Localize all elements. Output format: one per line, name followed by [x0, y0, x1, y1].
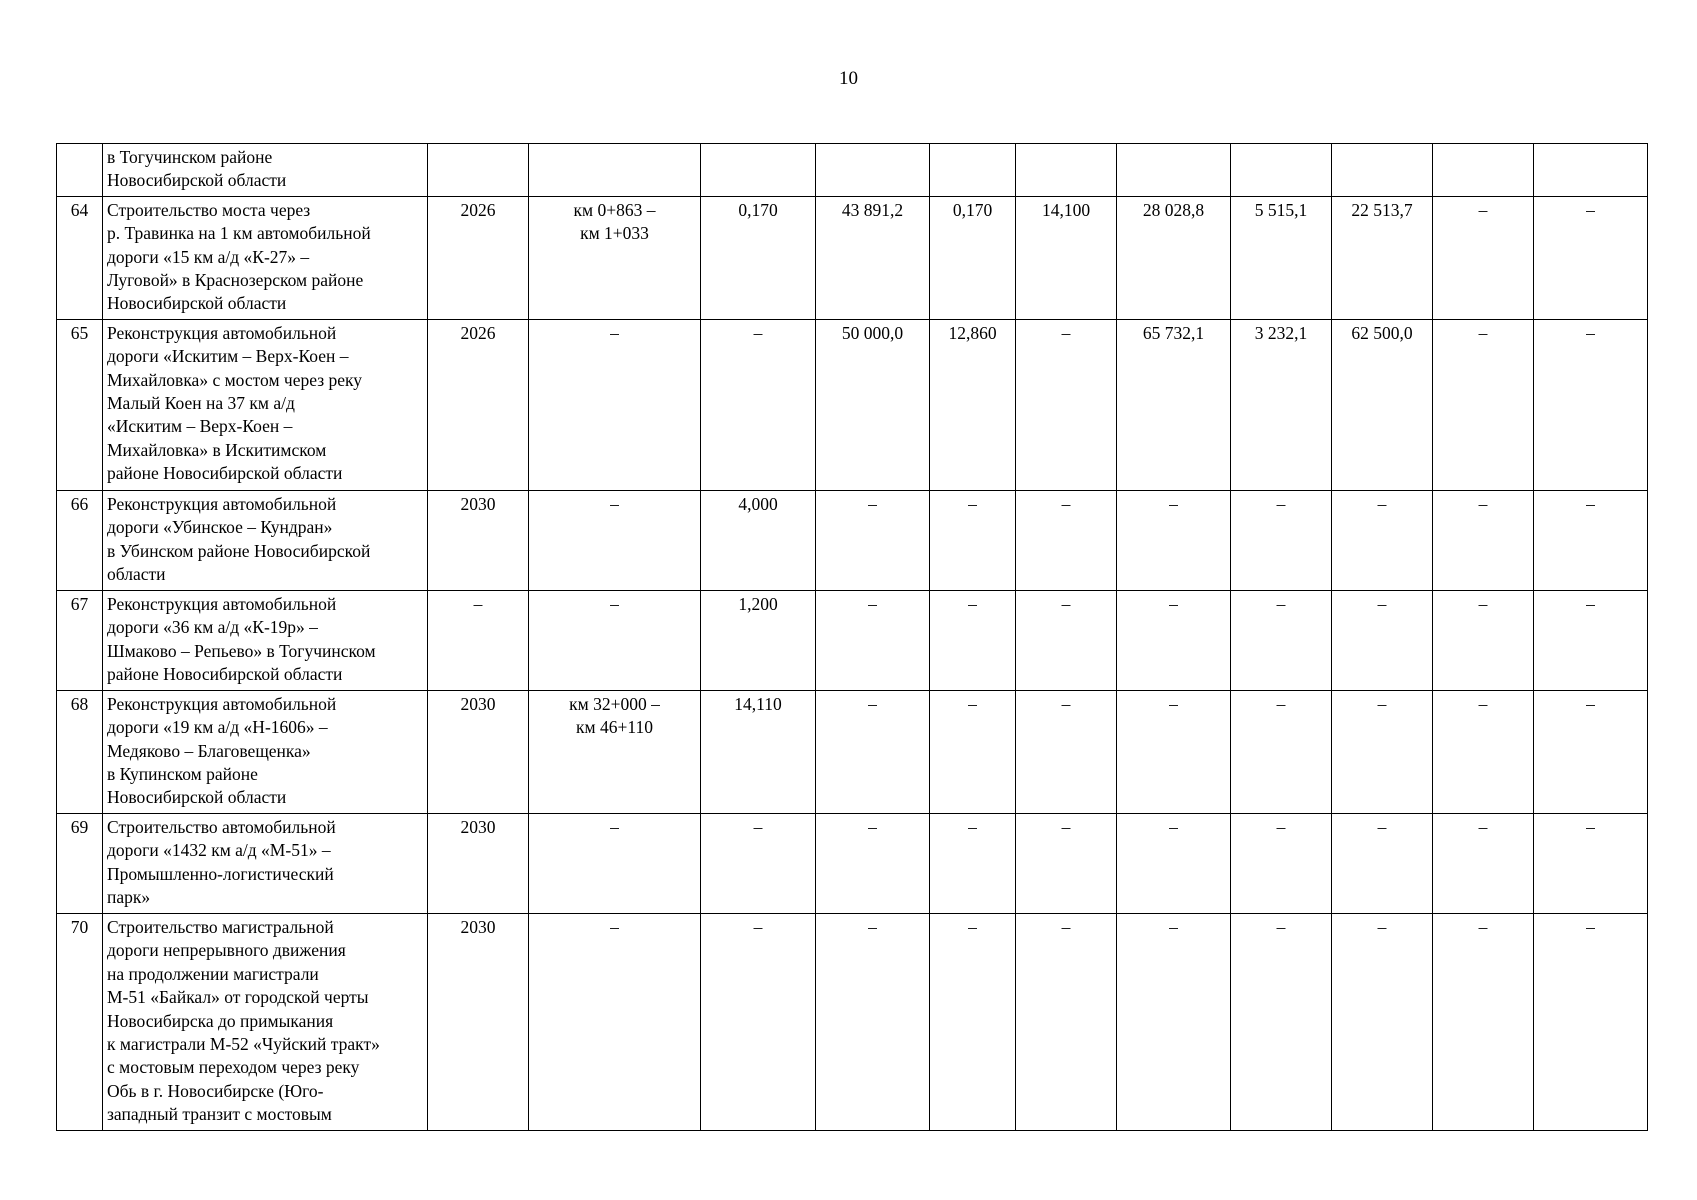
- value-cell: –: [1231, 690, 1332, 813]
- section-cell: [529, 913, 701, 1130]
- value-cell: –: [816, 913, 930, 1130]
- table-row: [57, 913, 1648, 1130]
- value-cell: –: [1231, 913, 1332, 1130]
- year-cell: 2030: [428, 690, 529, 813]
- value-cell: –: [816, 813, 930, 913]
- row-number-cell: 70: [57, 913, 103, 1130]
- section-cell-line: –: [610, 916, 619, 937]
- object-name-cell-line: в Купинском районе: [107, 764, 258, 785]
- value-cell: –: [1433, 490, 1534, 590]
- value-cell: –: [930, 813, 1016, 913]
- value-cell: –: [816, 590, 930, 690]
- row-number-cell: 67: [57, 590, 103, 690]
- table-row: [57, 813, 1648, 913]
- section-cell: [529, 144, 701, 197]
- year-cell: 2030: [428, 913, 529, 1130]
- value-cell: –: [1332, 490, 1433, 590]
- value-cell: –: [1117, 813, 1231, 913]
- value-cell: 14,100: [1016, 196, 1117, 319]
- object-name-cell-line: Строительство магистральной: [107, 916, 334, 937]
- object-name-cell-line: Медяково – Благовещенка»: [107, 740, 311, 761]
- object-name-cell: [103, 913, 428, 1130]
- table-body: [57, 144, 1648, 1131]
- object-name-cell-line: в Тогучинском районе: [107, 147, 273, 167]
- value-cell: –: [930, 690, 1016, 813]
- value-cell: 43 891,2: [816, 196, 930, 319]
- row-number-cell: [57, 144, 103, 197]
- object-name-cell-line: дороги непрерывного движения: [107, 940, 346, 961]
- value-cell: –: [1534, 196, 1648, 319]
- object-name-cell-line: дороги «Искитим – Верх-Коен –: [107, 346, 349, 367]
- object-name-cell-line: районе Новосибирской области: [107, 664, 343, 685]
- value-cell: –: [1231, 813, 1332, 913]
- value-cell: –: [1433, 196, 1534, 319]
- object-name-cell-line: Новосибирской области: [107, 787, 287, 808]
- section-cell-line: км 32+000 –: [569, 693, 660, 714]
- object-name-cell-line: Обь в г. Новосибирске (Юго-: [107, 1080, 324, 1101]
- length-cell: –: [701, 813, 816, 913]
- table-row: [57, 196, 1648, 319]
- value-cell: 3 232,1: [1231, 319, 1332, 490]
- length-cell: 0,170: [701, 196, 816, 319]
- value-cell: –: [1534, 590, 1648, 690]
- value-cell: –: [1332, 690, 1433, 813]
- length-cell: –: [701, 319, 816, 490]
- value-cell: –: [1332, 813, 1433, 913]
- section-cell-line: –: [610, 816, 619, 837]
- value-cell: [1117, 144, 1231, 197]
- table-row: [57, 490, 1648, 590]
- value-cell: –: [1117, 490, 1231, 590]
- object-name-cell: [103, 196, 428, 319]
- value-cell: –: [1534, 690, 1648, 813]
- object-name-cell-line: на продолжении магистрали: [107, 963, 319, 984]
- row-number-cell: 68: [57, 690, 103, 813]
- value-cell: –: [1016, 690, 1117, 813]
- road-objects-table: [56, 143, 1648, 1131]
- table-row: [57, 590, 1648, 690]
- value-cell: 5 515,1: [1231, 196, 1332, 319]
- object-name-cell-line: «Искитим – Верх-Коен –: [107, 416, 293, 437]
- value-cell: –: [1016, 913, 1117, 1130]
- value-cell: –: [1534, 813, 1648, 913]
- object-name-cell: [103, 490, 428, 590]
- value-cell: –: [1534, 490, 1648, 590]
- object-name-cell: [103, 690, 428, 813]
- section-cell-line: –: [610, 593, 619, 614]
- section-cell: [529, 813, 701, 913]
- section-cell: [529, 690, 701, 813]
- object-name-cell-line: дороги «1432 км а/д «М-51» –: [107, 840, 331, 861]
- object-name-cell-line: р. Травинка на 1 км автомобильной: [107, 223, 371, 244]
- object-name-cell: [103, 319, 428, 490]
- object-name-cell-line: дороги «36 км а/д «К-19р» –: [107, 617, 318, 638]
- object-name-cell-line: районе Новосибирской области: [107, 463, 343, 484]
- object-name-cell-line: Новосибирской области: [107, 293, 287, 314]
- value-cell: –: [1332, 590, 1433, 690]
- value-cell: –: [1016, 813, 1117, 913]
- value-cell: –: [1534, 913, 1648, 1130]
- table-row: [57, 144, 1648, 197]
- object-name-cell-line: Строительство моста через: [107, 199, 311, 220]
- object-name-cell-line: дороги «Убинское – Кундран»: [107, 517, 333, 538]
- length-cell: –: [701, 913, 816, 1130]
- value-cell: –: [1117, 590, 1231, 690]
- object-name-cell-line: Реконструкция автомобильной: [107, 593, 337, 614]
- value-cell: –: [1332, 913, 1433, 1130]
- value-cell: [1433, 144, 1534, 197]
- value-cell: 0,170: [930, 196, 1016, 319]
- value-cell: [930, 144, 1016, 197]
- value-cell: –: [1534, 319, 1648, 490]
- object-name-cell-line: Реконструкция автомобильной: [107, 493, 337, 514]
- value-cell: 65 732,1: [1117, 319, 1231, 490]
- object-name-cell-line: Михайловка» в Искитимском: [107, 439, 327, 460]
- value-cell: [1332, 144, 1433, 197]
- object-name-cell: [103, 144, 428, 197]
- year-cell: [428, 144, 529, 197]
- object-name-cell: [103, 813, 428, 913]
- value-cell: 62 500,0: [1332, 319, 1433, 490]
- value-cell: –: [930, 590, 1016, 690]
- object-name-cell-line: Луговой» в Краснозерском районе: [107, 270, 364, 291]
- year-cell: 2030: [428, 813, 529, 913]
- object-name-cell-line: области: [107, 564, 166, 585]
- object-name-cell-line: М-51 «Байкал» от городской черты: [107, 987, 369, 1008]
- object-name-cell-line: Михайловка» с мостом через реку: [107, 369, 363, 390]
- object-name-cell-line: парк»: [107, 887, 151, 908]
- object-name-cell-line: Реконструкция автомобильной: [107, 693, 337, 714]
- object-name-cell-line: дороги «19 км а/д «Н-1606» –: [107, 717, 328, 738]
- object-name-cell-line: Малый Коен на 37 км а/д: [107, 393, 295, 414]
- year-cell: 2030: [428, 490, 529, 590]
- value-cell: –: [1433, 319, 1534, 490]
- length-cell: 14,110: [701, 690, 816, 813]
- length-cell: 4,000: [701, 490, 816, 590]
- value-cell: [1016, 144, 1117, 197]
- value-cell: [1231, 144, 1332, 197]
- object-name-cell-line: дороги «15 км а/д «К-27» –: [107, 246, 310, 267]
- value-cell: –: [1117, 690, 1231, 813]
- object-name-cell-line: западный транзит с мостовым: [107, 1104, 332, 1125]
- object-name-cell-line: Новосибирска до примыкания: [107, 1010, 334, 1031]
- value-cell: 22 513,7: [1332, 196, 1433, 319]
- value-cell: –: [816, 490, 930, 590]
- section-cell: [529, 490, 701, 590]
- value-cell: 50 000,0: [816, 319, 930, 490]
- object-name-cell-line: Промышленно-логистический: [107, 863, 334, 884]
- object-name-cell-line: с мостовым переходом через реку: [107, 1057, 360, 1078]
- value-cell: [816, 144, 930, 197]
- year-cell: 2026: [428, 319, 529, 490]
- value-cell: 12,860: [930, 319, 1016, 490]
- value-cell: –: [1433, 813, 1534, 913]
- value-cell: –: [1231, 490, 1332, 590]
- section-cell: [529, 319, 701, 490]
- length-cell: [701, 144, 816, 197]
- section-cell: [529, 590, 701, 690]
- section-cell-line: км 1+033: [580, 223, 649, 244]
- value-cell: –: [1016, 319, 1117, 490]
- object-name-cell-line: в Убинском районе Новосибирской: [107, 540, 371, 561]
- row-number-cell: 65: [57, 319, 103, 490]
- section-cell-line: –: [610, 322, 619, 343]
- object-name-cell-line: Реконструкция автомобильной: [107, 322, 337, 343]
- object-name-cell-line: к магистрали М-52 «Чуйский тракт»: [107, 1033, 380, 1054]
- value-cell: –: [1016, 490, 1117, 590]
- length-cell: 1,200: [701, 590, 816, 690]
- value-cell: –: [1117, 913, 1231, 1130]
- section-cell-line: км 46+110: [576, 717, 653, 738]
- value-cell: –: [1016, 590, 1117, 690]
- section-cell: [529, 196, 701, 319]
- value-cell: –: [1433, 690, 1534, 813]
- object-name-cell-line: Новосибирской области: [107, 170, 287, 191]
- year-cell: 2026: [428, 196, 529, 319]
- value-cell: –: [1433, 590, 1534, 690]
- row-number-cell: 66: [57, 490, 103, 590]
- table-row: [57, 319, 1648, 490]
- page-number: 10: [839, 68, 858, 89]
- value-cell: –: [930, 490, 1016, 590]
- value-cell: 28 028,8: [1117, 196, 1231, 319]
- value-cell: –: [1231, 590, 1332, 690]
- section-cell-line: –: [610, 493, 619, 514]
- value-cell: –: [816, 690, 930, 813]
- row-number-cell: 69: [57, 813, 103, 913]
- table-row: [57, 690, 1648, 813]
- value-cell: [1534, 144, 1648, 197]
- value-cell: –: [1433, 913, 1534, 1130]
- object-name-cell-line: Строительство автомобильной: [107, 816, 336, 837]
- value-cell: –: [930, 913, 1016, 1130]
- section-cell-line: км 0+863 –: [573, 199, 656, 220]
- row-number-cell: 64: [57, 196, 103, 319]
- object-name-cell-line: Шмаково – Репьево» в Тогучинском: [107, 640, 376, 661]
- object-name-cell: [103, 590, 428, 690]
- year-cell: –: [428, 590, 529, 690]
